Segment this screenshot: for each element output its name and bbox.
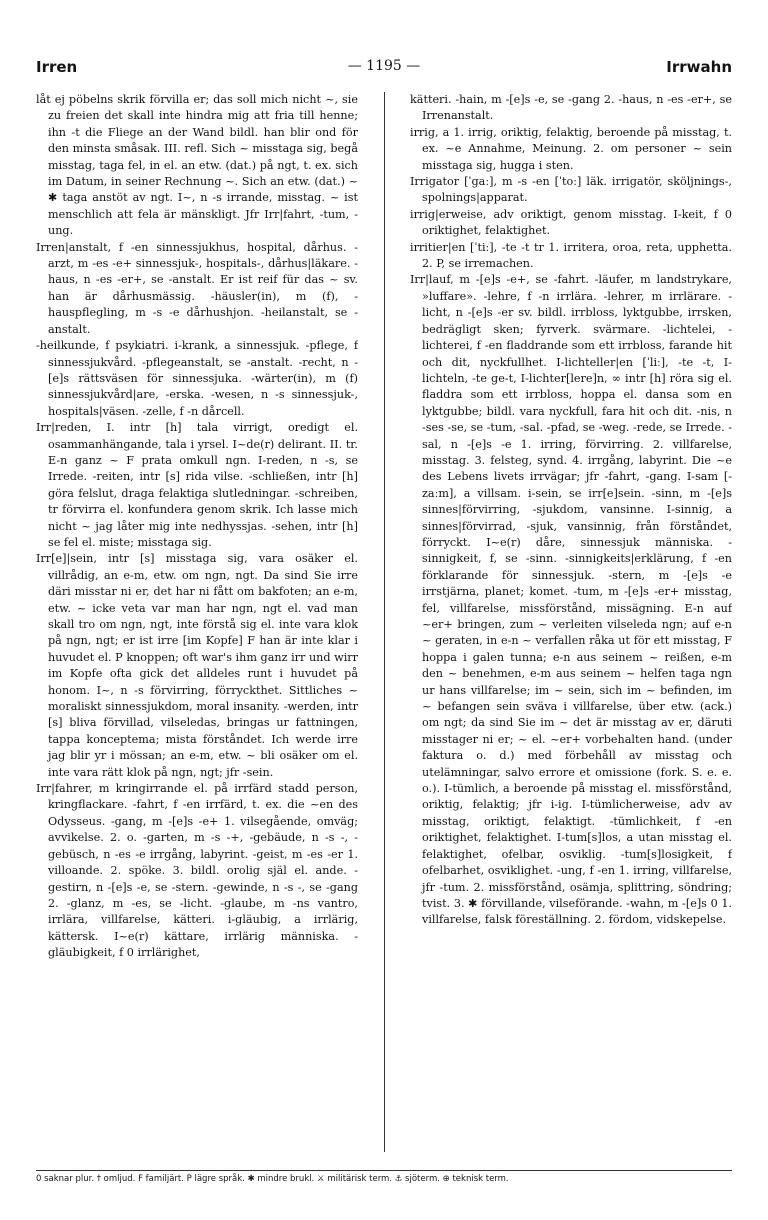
dictionary-columns xyxy=(36,92,732,1152)
dictionary-entry: Irr|lauf, m -[e]s -e+, se -fahrt. -läufer, m landstrykare, »luffare». -lehre, f -n irrlära. -lehrer, m irrlärare. -licht, n -[e]s -er sv. bildl. irrbloss, lyktgubbe, irrsken, bedrägligt sken; fyrverk. svärmare. -lichtelei, -lichterei, f -en fladdrande som ett irrbloss, farande hit och dit, nyckfullhet. I-lichteller|en [ˈliː], -te -t, I-lichteln, -te ge-t, I-lichter[lere]n, ∞ intr [h] röra sig el. fladdra som ett irrbloss, hoppa el. dansa som en lyktgubbe; bildl. vara nyckfull, fara hit och dit. -nis, n -ses -se, se -tum, -sal. -pfad, se -weg. -rede, se Irrede. -sal, n -[e]s -e 1. irring, förvirring. 2. villfarelse, misstag. 3. felsteg, synd. 4. irrgång, labyrint. Die ~e des Lebens livets irrvägar; jfr -fahrt, -gang. I-sam [-zaːm], a villsam. i-sein, se irr[e]sein. -sinn, m -[e]s sinnes|förvirring, -sjukdom, vansinne. I-sinnig, a sinnes|förvirrad, -sjuk, vansinnig, från förståndet, förryckt. I~e(r) dåre, sinnessjuk människa. -sinnigkeit, f, se -sinn. -sinnigkeits|erklärung, f -en förklarande för sinnessjuk. -stern, m -[e]s -e irrstjärna, planet; komet. -tum, m -[e]s -er+ misstag, fel, villfarelse, missförstånd, missägning. E-n auf ~er+ bringen, zum ~ verleiten vilseleda ngn; auf e-n ~ geraten, in e-n ~ verfallen råka ut för ett misstag, F hoppa i galen tunna; e-n aus seinem ~ reißen, e-m den ~ benehmen, e-m aus seinem ~ helfen taga ngn ur hans villfarelse; im ~ sein, sich im ~ befinden, im ~ befangen sein sväva i villfarelse, über etw. (ack.) om ngt; da sind Sie im ~ det är misstag av er, däruti misstager ni er; ~ el. ~er+ vorbehalten hand. (under faktura o. d.) med förbehåll av misstag och utelämningar, salvo errore et omissione (fork. S. e. e. o.). I-tümlich, a beroende på misstag el. missförstånd, oriktig, felaktig; jfr i-ig. I-tümlicherweise, adv av misstag, oriktigt, felaktigt. -tümlichkeit, f -en oriktighet, felaktighet. I-tum[s]los, a utan misstag el. felaktighet, ofelbar, osviklig. -tum[s]losigkeit, f ofelbarhet, osviklighet. -ung, f -en 1. irring, villfarelse, jfr -tum. 2. missförstånd, osämja, splittring, söndring; tvist. 3. ✱ förvillande, vilseförande. -wahn, m -[e]s 0 1. villfarelse, falsk föreställning. 2. fördom, vidskepelse. xyxy=(410,273,732,927)
left-column xyxy=(36,92,358,1152)
dictionary-entry: Irr[e]|sein, intr [s] misstaga sig, vara osäker el. villrådig, an e-m, etw. om ngn, ngt. Da sind Sie irre däri misstar ni er, det har ni fått om bakfoten; an e-m, etw. ~ icke veta var man har ngn, ngt el. vad man skall tro om ngn, ngt, inte förstå sig el. inte vara klok på ngn, ngt; er ist irre [im Kopfe] F han är inte klar i huvudet el. P knoppen; oft war's ihm ganz irr und wirr im Kopfe ofta gick det alldeles runt i huvudet på honom. I~, n -s förvirring, förryckthet. Sittliches ~ moraliskt sinnessjukdom, moral insanity. -werden, intr [s] bliva förvillad, vilseledas, bringas ur fattningen, tappa konceptema; mista förståndet. Ich werde irre jag blir yr i mössan; an e-m, etw. ~ bli osäker om el. inte vara rätt klok på ngn, ngt; jfr -sein. xyxy=(36,552,358,779)
page-number: — 1195 — xyxy=(347,58,421,74)
column-divider xyxy=(384,92,385,1152)
dictionary-entry: Irr|fahrer, m kringirrande el. på irrfärd stadd person, kringflackare. -fahrt, f -en irrfärd, t. ex. die ~en des Odysseus. -gang, m -[e]s -e+ 1. vilsegående, omväg; avvikelse. 2. o. -garten, m -s -+, -gebäude, n -s -, -gebüsch, n -es -e irrgång, labyrint. -geist, m -es -er 1. villoande. 2. spöke. 3. bildl. orolig själ el. ande. -gestirn, n -[e]s -e, se -stern. -gewinde, n -s -, se -gang 2. -glanz, m -es, se -licht. -glaube, m -ns vantro, irrlära, villfarelse, kätteri. i-gläubig, a irrlärig, kättersk. I~e(r) kättare, irrlärig människa. -gläubigkeit, f 0 irrlärighet, xyxy=(36,782,358,960)
dictionary-entry: Irr|reden, I. intr [h] tala virrigt, oredigt el. osammanhängande, tala i yrsel. I~de(r) delirant. II. tr. E-n ganz ~ F prata omkull ngn. I-reden, n -s, se Irrede. -reiten, intr [s] rida vilse. -schließen, intr [h] göra felslut, draga felaktiga slutledningar. -schreiben, tr förvirra el. konfundera genom skrik. Ich lasse mich nicht ~ jag låter mig inte nedhyssjas. -sehen, intr [h] se fel el. miste; misstaga sig. xyxy=(36,421,358,549)
abbreviation-legend: 0 saknar plur. † omljud. F familjärt. P lägre språk. ✱ mindre brukl. ⚔ militärisk term. ⚓ sjöterm. ⊕ teknisk term. xyxy=(36,1170,732,1184)
right-running-headword: Irrwahn xyxy=(666,58,732,76)
dictionary-entry: irrig, a 1. irrig, oriktig, felaktig, beroende på misstag, t. ex. ~e Annahme, Meinung. 2. om personer ~ sein misstaga sig, hugga i sten. xyxy=(410,125,732,172)
page-header xyxy=(36,58,732,82)
dictionary-entry: irritier|en [ˈtiː], -te -t tr 1. irritera, oroa, reta, upphetta. 2. P, se irremachen. xyxy=(410,240,732,271)
dictionary-entry: kätteri. -hain, m -[e]s -e, se -gang 2. -haus, n -es -er+, se Irrenanstalt. xyxy=(410,93,732,123)
dictionary-entry: låt ej pöbelns skrik förvilla er; das soll mich nicht ~, sie zu freien det skall inte hindra mig att fria till henne; ihn -t die Fliege an der Wand bildl. han blir ond för den minsta småsak. III. refl. Sich ~ misstaga sig, begå misstag, taga fel, in el. an etw. (dat.) på ngt, t. ex. sich im Datum, in seiner Rechnung ~. Sich an etw. (dat.) ~ ✱ taga anstöt av ngt. I~, n -s irrande, misstag. ~ ist menschlich att fela är mänskligt. Jfr Irr|fahrt, -tum, -ung. xyxy=(36,93,358,238)
dictionary-entry: irrig|erweise, adv oriktigt, genom misstag. I-keit, f 0 oriktighet, felaktighet. xyxy=(410,207,732,238)
right-column xyxy=(410,92,732,1152)
dictionary-entry: -heilkunde, f psykiatri. i-krank, a sinnessjuk. -pflege, f sinnessjukvård. -pflegeanstalt, se -anstalt. -recht, n -[e]s rättsväsen för sinnessjuka. -wärter(in), m (f) sinnessjukvård|are, -erska. -wesen, n -s sinnessjuk-, hospitals|väsen. -zelle, f -n dårcell. xyxy=(36,339,358,418)
left-running-headword: Irren xyxy=(36,58,78,76)
dictionary-entry: Irren|anstalt, f -en sinnessjukhus, hospital, dårhus. -arzt, m -es -e+ sinnessjuk-, hospitals-, dårhus|läkare. -haus, n -es -er+, se -anstalt. Er ist reif für das ~ sv. han är dårhusmässig. -häusler(in), m (f), -hauspflegling, m -s -e dårhushjon. -heilanstalt, se -anstalt. xyxy=(36,240,358,336)
dictionary-entry: Irrigator [ˈgaː], m -s -en [ˈtoː] läk. irrigatör, sköljnings-, spolnings|apparat. xyxy=(410,175,732,205)
